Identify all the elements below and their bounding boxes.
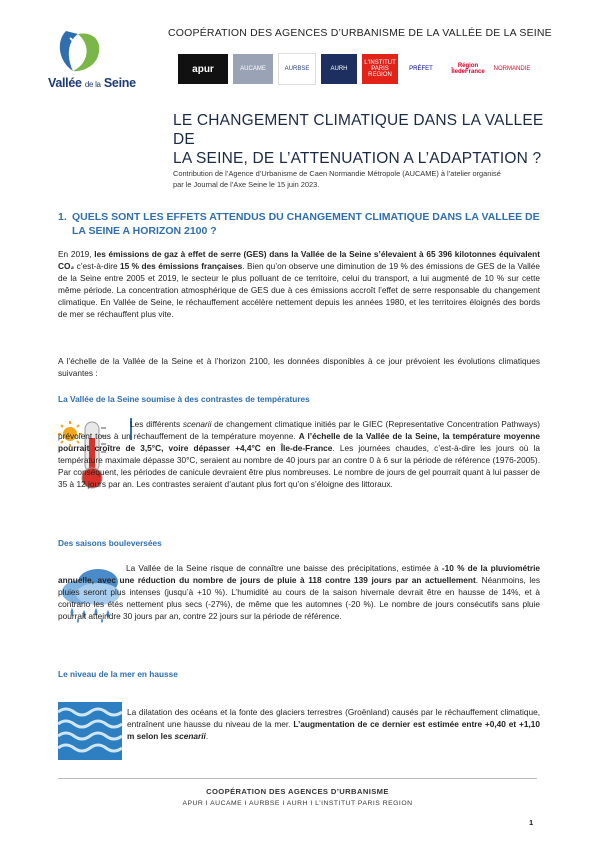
footer-divider (58, 778, 537, 779)
intro-paragraph-2: A l’échelle de la Vallée de la Seine et à l’horizon 2100, les données disponibles à ce jour prévoient les évolutions climatiques suivantes : (58, 356, 540, 379)
section-heading: 1. QUELS SONT LES EFFETS ATTENDUS DU CHANGEMENT CLIMATIQUE DANS LA VALLEE DE LA SEINE A HORIZON 2100 ? (58, 211, 540, 237)
apur-logo: apur (178, 54, 228, 84)
prefet-logo: PRÉFET (403, 54, 439, 84)
aucame-logo: AUCAME (233, 54, 273, 84)
intro-paragraph: En 2019, les émissions de gaz à effet de serre (GES) dans la Vallée de la Seine s’élevaient à 65 396 kilotonnes équivalent CO₂ c’est-à-dire 15 % des émissions françaises. Bien qu’on observe une diminution de 19 % des émissions de GES de la Vallée de la Seine entre 2005 et 2019, le secteur le plus polluant de ce territoire, celui du transport, a lui augmenté de 10 % sur cette même période. La concentration atmosphérique de GES due à ces émissions accroît l’effet de serre responsable du changement climatique. En Vallée de Seine, le réchauffement accélère nettement depuis les années 1980, et les territoires éloignés des bords de mer se réchauffent plus vite. (58, 249, 540, 320)
page-title: LE CHANGEMENT CLIMATIQUE DANS LA VALLEE DE LA SEINE, DE L’ATTENUATION A L’ADAPTATION ? (173, 112, 544, 167)
waves-icon (58, 698, 122, 760)
page-number: 1 (529, 818, 534, 827)
header-title: COOPÉRATION DES AGENCES D’URBANISME DE LA VALLÉE DE LA SEINE (168, 27, 552, 39)
subheading-seasons: Des saisons bouleversées (58, 538, 162, 548)
subheading-temperatures: La Vallée de la Seine soumise à des contrastes de températures (58, 394, 310, 404)
sea-level-paragraph: La dilatation des océans et la fonte des glaciers terrestres (Groënland) causés par le réchauffement climatique, entraînent une hausse du niveau de la mer. L’augmentation de ce dernier est estimée entre +0,40 et +1,10 m selon les scenarii. (127, 707, 541, 742)
aurh-logo: AURH (321, 54, 357, 84)
aurbse-logo: AURBSE (278, 53, 316, 85)
footer-title: COOPÉRATION DES AGENCES D’URBANISME (206, 787, 389, 796)
normandie-logo: NORMANDIE (497, 54, 527, 84)
seasons-paragraph: La Vallée de la Seine risque de connaître une baisse des précipitations, estimée à -10 % de la pluviométrie annuelle, avec une réduction du nombre de jours de pluie à 118 contre 139 jours par an actuellement. Néanmoins, les pluies seront plus intenses (jusqu’à +10 %). L’humidité au cours de la saison hivernale devrait être en hausse de 14%, et à contrario les étés nettement plus secs (-27%), de même que les automnes (-20 %). Le nombre de jours consécutifs sans pluie pourrait atteindre 30 jours par an, contre 22 jours sur la période de référence. (58, 563, 541, 622)
subheading-sea-level: Le niveau de la mer en hausse (58, 669, 178, 679)
region-iledefrance-logo: Région ÎledeFrance (444, 54, 492, 84)
footer-partners: APUR I AUCAME I AURBSE I AURH I L’INSTITUT PARIS REGION (182, 800, 413, 807)
partner-logos (178, 52, 531, 86)
contribution-note: Contribution de l’Agence d’Urbanisme de Caen Normandie Métropole (AUCAME) à l’atelier organisé par le Journal de l’Axe Seine le 15 juin 2023. (173, 169, 501, 189)
temperature-paragraph: Les différents scenarii de changement climatique initiés par le GIEC (Representative Concentration Pathways) prévoient tous à un réchauffement de la température moyenne. A l’échelle de la Vallée de la Seine, la température moyenne pourrait croître de 3,5°C, voire dépasser +4,4°C en Île-de-France. Les journées chaudes, c’est-à-dire les jours où la température maximale dépasse 30°C, seraient au nombre de 40 jours par an contre 0 à 6 sur la période de référence (1976-2005). Par conséquent, les périodes de canicule devraient être plus nombreuses. Le nombre de jours de gel pourrait quant à lui passer de 35 à 12 jours par an. Les contrastes seraient d’autant plus fort qu’on s’éloigne des littoraux. (58, 419, 541, 490)
institut-paris-region-logo: L'INSTITUT PARIS REGION (362, 54, 398, 84)
brand-text: Vallée de la Seine (48, 76, 136, 90)
